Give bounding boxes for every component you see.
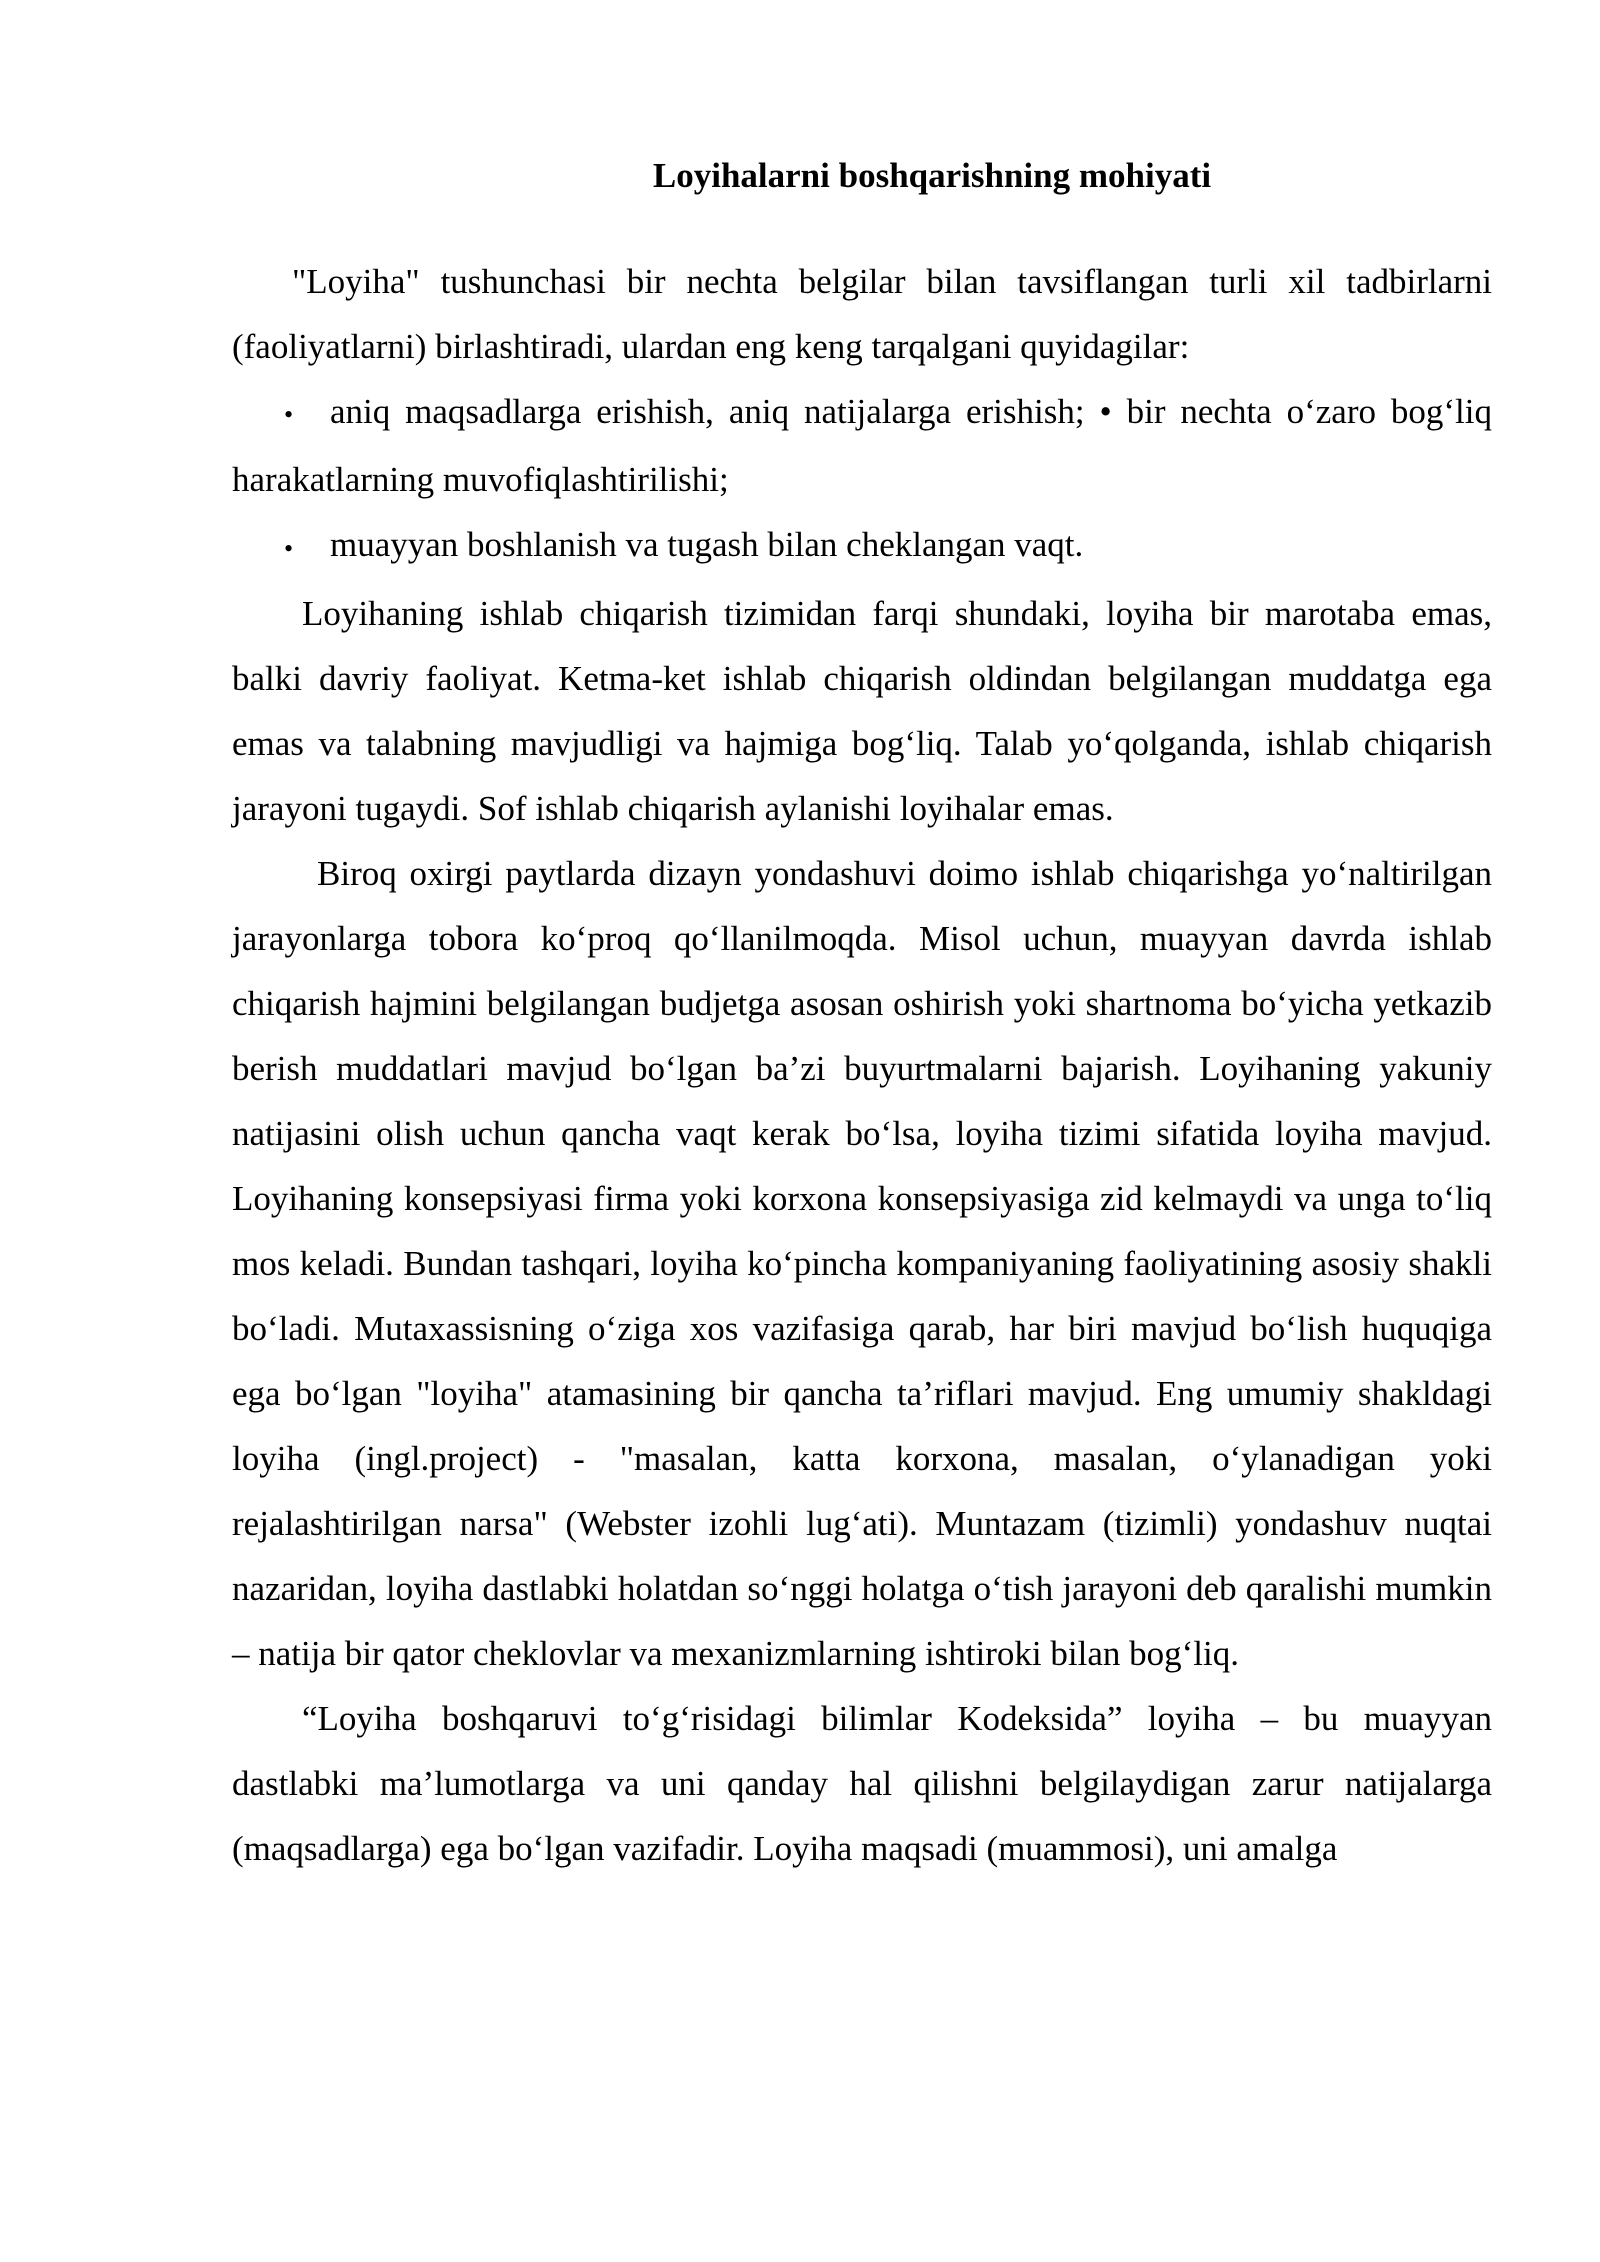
body-paragraph-2: Biroq oxirgi paytlarda dizayn yondashuvi doimo ishlab chiqarishga yo‘naltirilgan jarayonlarga tobora ko‘proq qo‘llanilmoqda. Misol uchun, muayyan davrda ishlab chiqarish hajmini belgilangan budjetga asosan oshirish yoki shartnoma bo‘yicha yetkazib berish muddatlari mavjud bo‘lgan ba’zi buyurtmalarni bajarish. Loyihaning yakuniy natijasini olish uchun qancha vaqt kerak bo‘lsa, loyiha tizimi sifatida loyiha mavjud. Loyihaning konsepsiyasi firma yoki korxona konsepsiyasiga zid kelmaydi va unga to‘liq mos keladi. Bundan tashqari, loyiha ko‘pincha kompaniyaning faoliyatining asosiy shakli bo‘ladi. Mutaxassisning o‘ziga xos vazifasiga qarab, har biri mavjud bo‘lish huquqiga ega bo‘lgan "loyiha" atamasining bir qancha ta’riflari mavjud. Eng umumiy shakldagi loyiha (ingl.project) - "masalan, katta korxona, masalan, o‘ylanadigan yoki rejalashtirilgan narsa" (Webster izohli lug‘ati). Muntazam (tizimli) yondashuv nuqtai nazaridan, loyiha dastlabki holatdan so‘nggi holatga o‘tish jarayoni deb qaralishi mumkin – natija bir qator cheklovlar va mexanizmlarning ishtiroki bilan bog‘liq. (232, 853, 1492, 1673)
bullet-item-1 (232, 379, 1492, 512)
bullet-text: muayyan boshlanish va tugash bilan cheklangan vaqt. (330, 525, 1084, 565)
bullet-text: aniq maqsadlarga erishish, aniq natijalarga erishish; • bir nechta o‘zaro bog‘liq harakatlarning muvofiqlashtirilishi; (232, 392, 1492, 500)
document-page (232, 148, 1492, 1881)
body-paragraph-1: Loyihaning ishlab chiqarish tizimidan farqi shundaki, loyiha bir marotaba emas, balki davriy faoliyat. Ketma-ket ishlab chiqarish oldindan belgilangan muddatga ega emas va talabning mavjudligi va hajmiga bog‘liq. Talab yo‘qolganda, ishlab chiqarish jarayoni tugaydi. Sof ishlab chiqarish aylanishi loyihalar emas. (232, 593, 1492, 828)
bullet-item-2 (232, 512, 1492, 580)
document-title: Loyihalarni boshqarishning mohiyati (652, 156, 1212, 195)
bullet-list (232, 379, 1492, 581)
intro-paragraph: "Loyiha" tushunchasi bir nechta belgilar bilan tavsiflangan turli xil tadbirlarni (faoliyatlarni) birlashtiradi, ulardan eng keng tarqalgani quyidagilar: (232, 262, 1492, 366)
body-paragraph-3: “Loyiha boshqaruvi to‘g‘risidagi bilimlar Kodeksida” loyiha – bu muayyan dastlabki ma’lumotlarga va uni qanday hal qilishni belgilaydigan zarur natijalarga (maqsadlarga) ega bo‘lgan vazifadir. Loyiha maqsadi (muammosi), uni amalga (232, 1698, 1492, 1868)
bullet-icon: • (284, 533, 294, 563)
bullet-icon: • (284, 400, 294, 430)
